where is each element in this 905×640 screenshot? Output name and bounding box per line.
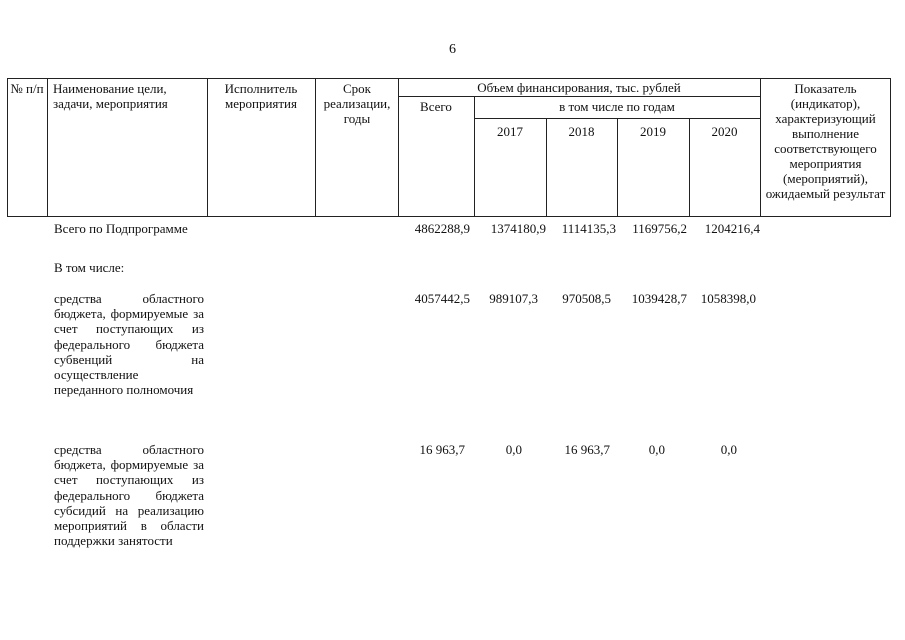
col-border-0 (7, 78, 8, 217)
col-border-5 (474, 96, 475, 217)
funding-subheader-line (398, 96, 760, 97)
row-total: 4057442,5 (414, 291, 470, 306)
header-by-year: в том числе по годам (559, 99, 675, 114)
col-border-4 (398, 78, 399, 217)
row-2020: 1204216,4 (704, 221, 760, 236)
col-border-8 (689, 118, 690, 217)
row-2020: 0,0 (720, 442, 737, 457)
col-border-7 (617, 118, 618, 217)
row-2019: 0,0 (648, 442, 665, 457)
row-2018: 1114135,3 (561, 221, 616, 236)
header-year-2019: 2019 (640, 124, 666, 139)
row-name: Всего по Подпрограмме (54, 221, 188, 236)
row-2017: 1374180,9 (490, 221, 546, 236)
header-num: № п/п (10, 81, 44, 96)
page-number: 6 (449, 42, 456, 57)
row-total: 4862288,9 (414, 221, 470, 236)
col-border-1 (47, 78, 48, 217)
row-2018: 16 963,7 (564, 442, 610, 457)
header-year-2020: 2020 (711, 124, 738, 139)
header-indicator: Показатель (индикатор), характеризующий выполнение соответствующего мероприятия (мероприятий), ожидаемый результат (765, 81, 886, 201)
col-border-2 (207, 78, 208, 217)
header-bottom-border (7, 216, 890, 217)
row-total: 16 963,7 (419, 442, 465, 457)
row-2018: 970508,5 (562, 291, 611, 306)
col-border-9 (760, 78, 761, 217)
col-border-10 (890, 78, 891, 217)
col-border-6 (546, 118, 547, 217)
row-name: средства областного бюджета, формируемые за счет поступающих из федерального бюджета субвенций на осуществление переданного полномочия (54, 291, 204, 398)
row-name: средства областного бюджета, формируемые за счет поступающих из федерального бюджета субсидий на реализацию мероприятий в области поддержки занятости (54, 442, 204, 549)
header-year-2017: 2017 (497, 124, 523, 139)
row-2017: 0,0 (505, 442, 522, 457)
row-2017: 989107,3 (489, 291, 538, 306)
row-2020: 1058398,0 (700, 291, 756, 306)
row-name: В том числе: (54, 260, 125, 275)
header-year-2018: 2018 (568, 124, 595, 139)
header-total: Всего (420, 99, 452, 114)
row-2019: 1039428,7 (631, 291, 687, 306)
header-name: Наименование цели, задачи, мероприятия (53, 81, 168, 111)
header-executor: Исполнитель мероприятия (224, 81, 298, 111)
header-top-border (7, 78, 890, 79)
header-term: Срок реализации, годы (323, 81, 391, 126)
row-2019: 1169756,2 (632, 221, 687, 236)
col-border-3 (315, 78, 316, 217)
header-funding: Объем финансирования, тыс. рублей (477, 80, 681, 95)
